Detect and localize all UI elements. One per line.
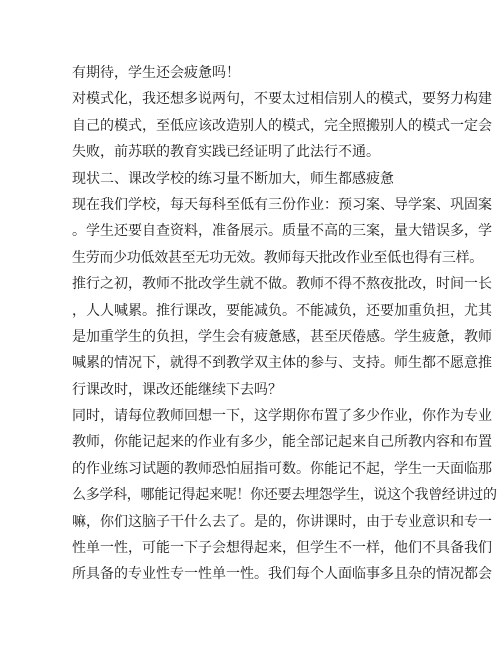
text-line: 么多学科，哪能记得起来呢！你还要去埋怨学生，说这个我曾经讲过的 <box>72 487 497 504</box>
text-line: 性单一性，可能一下子会想得起来，但学生不一样，他们不具备我们 <box>72 540 492 557</box>
text-line: ，人人喊累。推行课改，要能减负。不能减负，还要加重负担，尤其 <box>72 302 492 319</box>
text-line: 的作业练习试题的教师恐怕屈指可数。你能记不起，学生一天面临那 <box>72 460 492 477</box>
text-line: 生劳而少功低效甚至无功无效。教师每天批改作业至低也得有三样。 <box>72 249 483 266</box>
text-line: 现在我们学校，每天每科至低有三份作业：预习案、导学案、巩固案 <box>72 196 492 213</box>
body-text <box>72 60 497 588</box>
text-line: 行课改时，课改还能继续下去吗？ <box>72 381 282 398</box>
text-line: 所具备的专业性专一性单一性。我们每个人面临事多且杂的情况都会 <box>72 566 492 583</box>
text-line: 有期待，学生还会疲惫吗！ <box>72 65 240 81</box>
section-heading: 现状二、课改学校的练习量不断加大，师生都感疲惫 <box>72 170 394 187</box>
text-line: 喊累的情况下，就得不到教学双主体的参与、支持。师生都不愿意推 <box>72 355 492 372</box>
text-line: 同时，请每位教师回想一下，这学期你布置了多少作业，你作为专业 <box>72 408 492 425</box>
text-line: 是加重学生的负担，学生会有疲惫感，甚至厌倦感。学生疲惫，教师 <box>72 328 492 345</box>
text-line: 教师，你能记起来的作业有多少，能全部记起来自己所教内容和布置 <box>72 434 492 451</box>
text-line: 推行之初，教师不批改学生就不做。教师不得不熬夜批改，时间一长 <box>72 276 492 293</box>
text-line: 嘛，你们这脑子干什么去了。是的，你讲课时，由于专业意识和专一 <box>72 513 492 530</box>
text-line: 失败，前苏联的教育实践已经证明了此法行不通。 <box>72 144 380 161</box>
text-line: 。学生还要自查资料，准备展示。质量不高的三案，量大错误多，学 <box>72 223 492 240</box>
text-line: 对模式化，我还想多说两句，不要太过相信别人的模式，要努力构建 <box>72 91 492 108</box>
text-line: 自己的模式，至低应该改造别人的模式，完全照搬别人的模式一定会 <box>72 117 492 134</box>
